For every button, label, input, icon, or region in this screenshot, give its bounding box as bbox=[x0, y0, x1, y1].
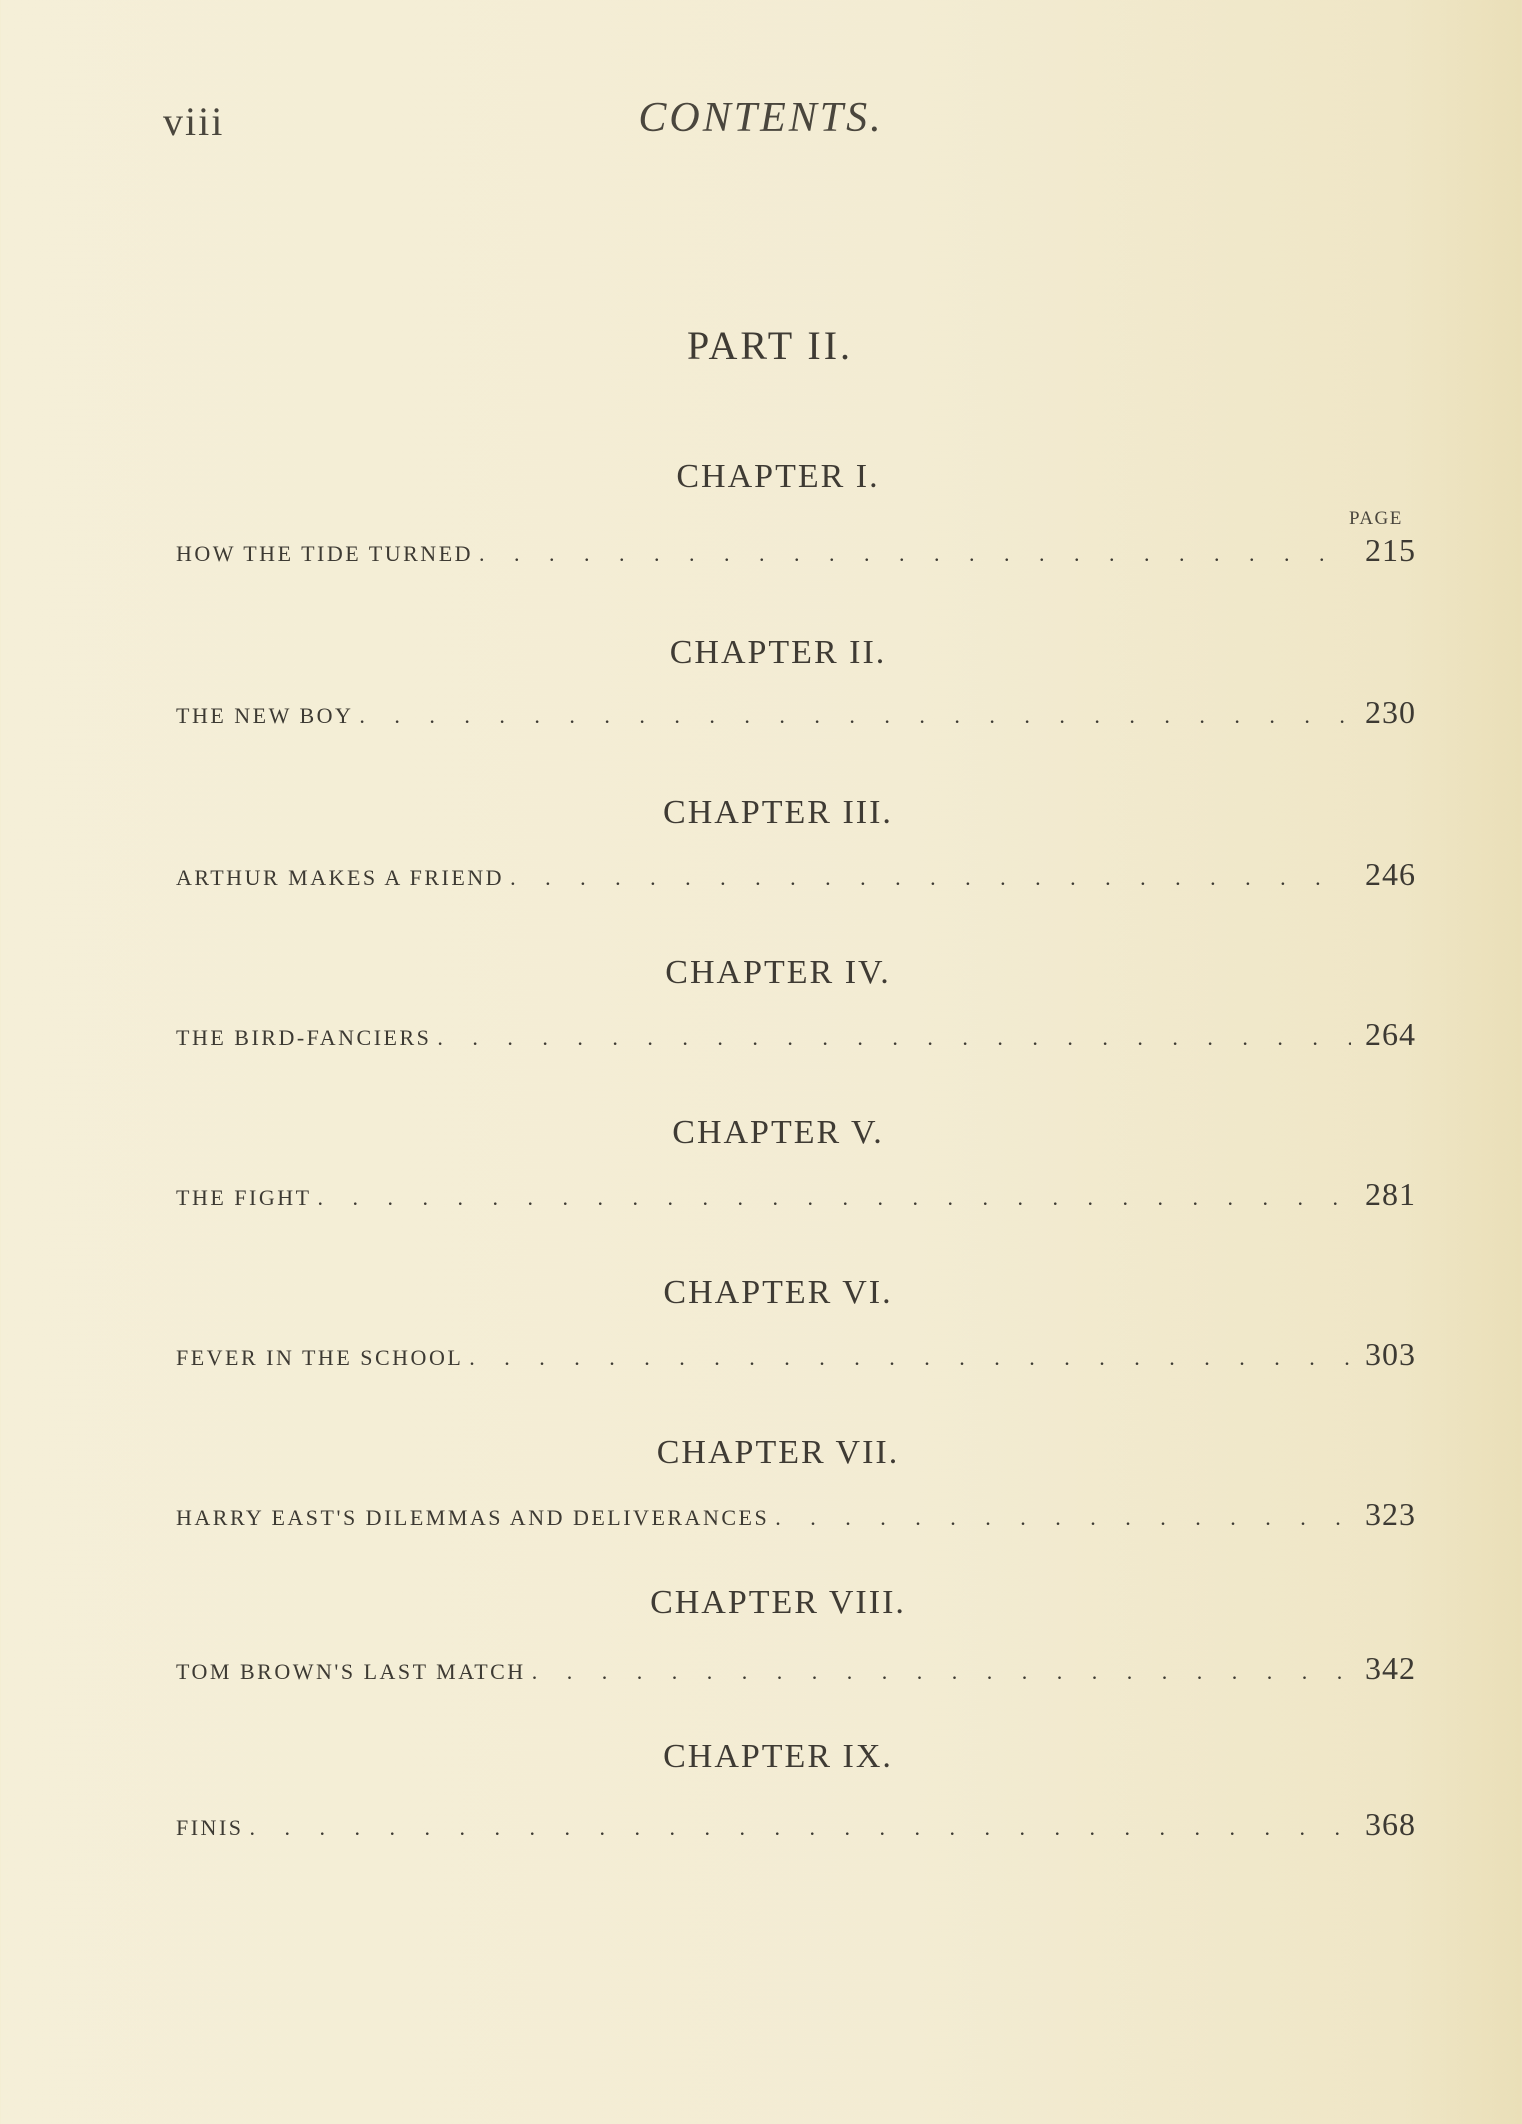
chapter-heading-9: CHAPTER IX. bbox=[663, 1738, 893, 1775]
toc-entry-4[interactable] bbox=[176, 1016, 1416, 1056]
toc-entry-1[interactable] bbox=[176, 532, 1416, 572]
toc-entry-page: 246 bbox=[1365, 856, 1416, 892]
dot-leader bbox=[469, 1345, 1351, 1375]
page-folio: viii bbox=[163, 99, 225, 144]
dot-leader bbox=[250, 1815, 1351, 1845]
running-head: CONTENTS. bbox=[638, 95, 884, 141]
toc-entry-2[interactable] bbox=[176, 694, 1416, 734]
toc-entry-page: 215 bbox=[1365, 532, 1416, 568]
toc-entry-page: 323 bbox=[1365, 1496, 1416, 1532]
toc-entry-title: HARRY EAST'S DILEMMAS AND DELIVERANCES bbox=[176, 1505, 770, 1530]
toc-entry-3[interactable] bbox=[176, 856, 1416, 896]
toc-entry-title: HOW THE TIDE TURNED bbox=[176, 541, 474, 566]
chapter-heading-2: CHAPTER II. bbox=[669, 634, 887, 671]
chapter-heading-5: CHAPTER V. bbox=[672, 1114, 884, 1151]
dot-leader bbox=[510, 865, 1351, 895]
dot-leader bbox=[479, 541, 1351, 571]
toc-entry-8[interactable] bbox=[176, 1650, 1416, 1690]
toc-entry-title: THE FIGHT bbox=[176, 1185, 312, 1210]
chapter-heading-1: CHAPTER I. bbox=[676, 458, 880, 495]
toc-entry-title: ARTHUR MAKES A FRIEND bbox=[176, 865, 505, 890]
dot-leader bbox=[318, 1185, 1351, 1215]
part-title: PART II. bbox=[686, 323, 854, 368]
chapter-heading-3: CHAPTER III. bbox=[663, 794, 893, 831]
chapter-heading-6: CHAPTER VI. bbox=[663, 1274, 893, 1311]
dot-leader bbox=[775, 1505, 1351, 1535]
toc-entry-title: FEVER IN THE SCHOOL bbox=[176, 1345, 464, 1370]
toc-entry-page: 303 bbox=[1365, 1336, 1416, 1372]
toc-entry-7[interactable] bbox=[176, 1496, 1416, 1536]
toc-entry-page: 230 bbox=[1365, 694, 1416, 730]
toc-entry-page: 264 bbox=[1365, 1016, 1416, 1052]
toc-entry-title: THE NEW BOY bbox=[176, 703, 354, 728]
toc-entry-title: TOM BROWN'S LAST MATCH bbox=[176, 1659, 526, 1684]
toc-entry-6[interactable] bbox=[176, 1336, 1416, 1376]
toc-entry-page: 342 bbox=[1365, 1650, 1416, 1686]
chapter-heading-4: CHAPTER IV. bbox=[665, 954, 891, 991]
dot-leader bbox=[532, 1659, 1351, 1689]
toc-entry-page: 281 bbox=[1365, 1176, 1416, 1212]
toc-entry-title: THE BIRD-FANCIERS bbox=[176, 1025, 432, 1050]
toc-entry-5[interactable] bbox=[176, 1176, 1416, 1216]
toc-entry-page: 368 bbox=[1365, 1806, 1416, 1842]
dot-leader bbox=[359, 703, 1351, 733]
chapter-heading-7: CHAPTER VII. bbox=[656, 1434, 900, 1471]
page-column-label: PAGE bbox=[1349, 508, 1403, 529]
toc-entry-title: FINIS bbox=[176, 1815, 244, 1840]
dot-leader bbox=[437, 1025, 1351, 1055]
toc-entry-9[interactable] bbox=[176, 1806, 1416, 1846]
chapter-heading-8: CHAPTER VIII. bbox=[650, 1584, 906, 1621]
